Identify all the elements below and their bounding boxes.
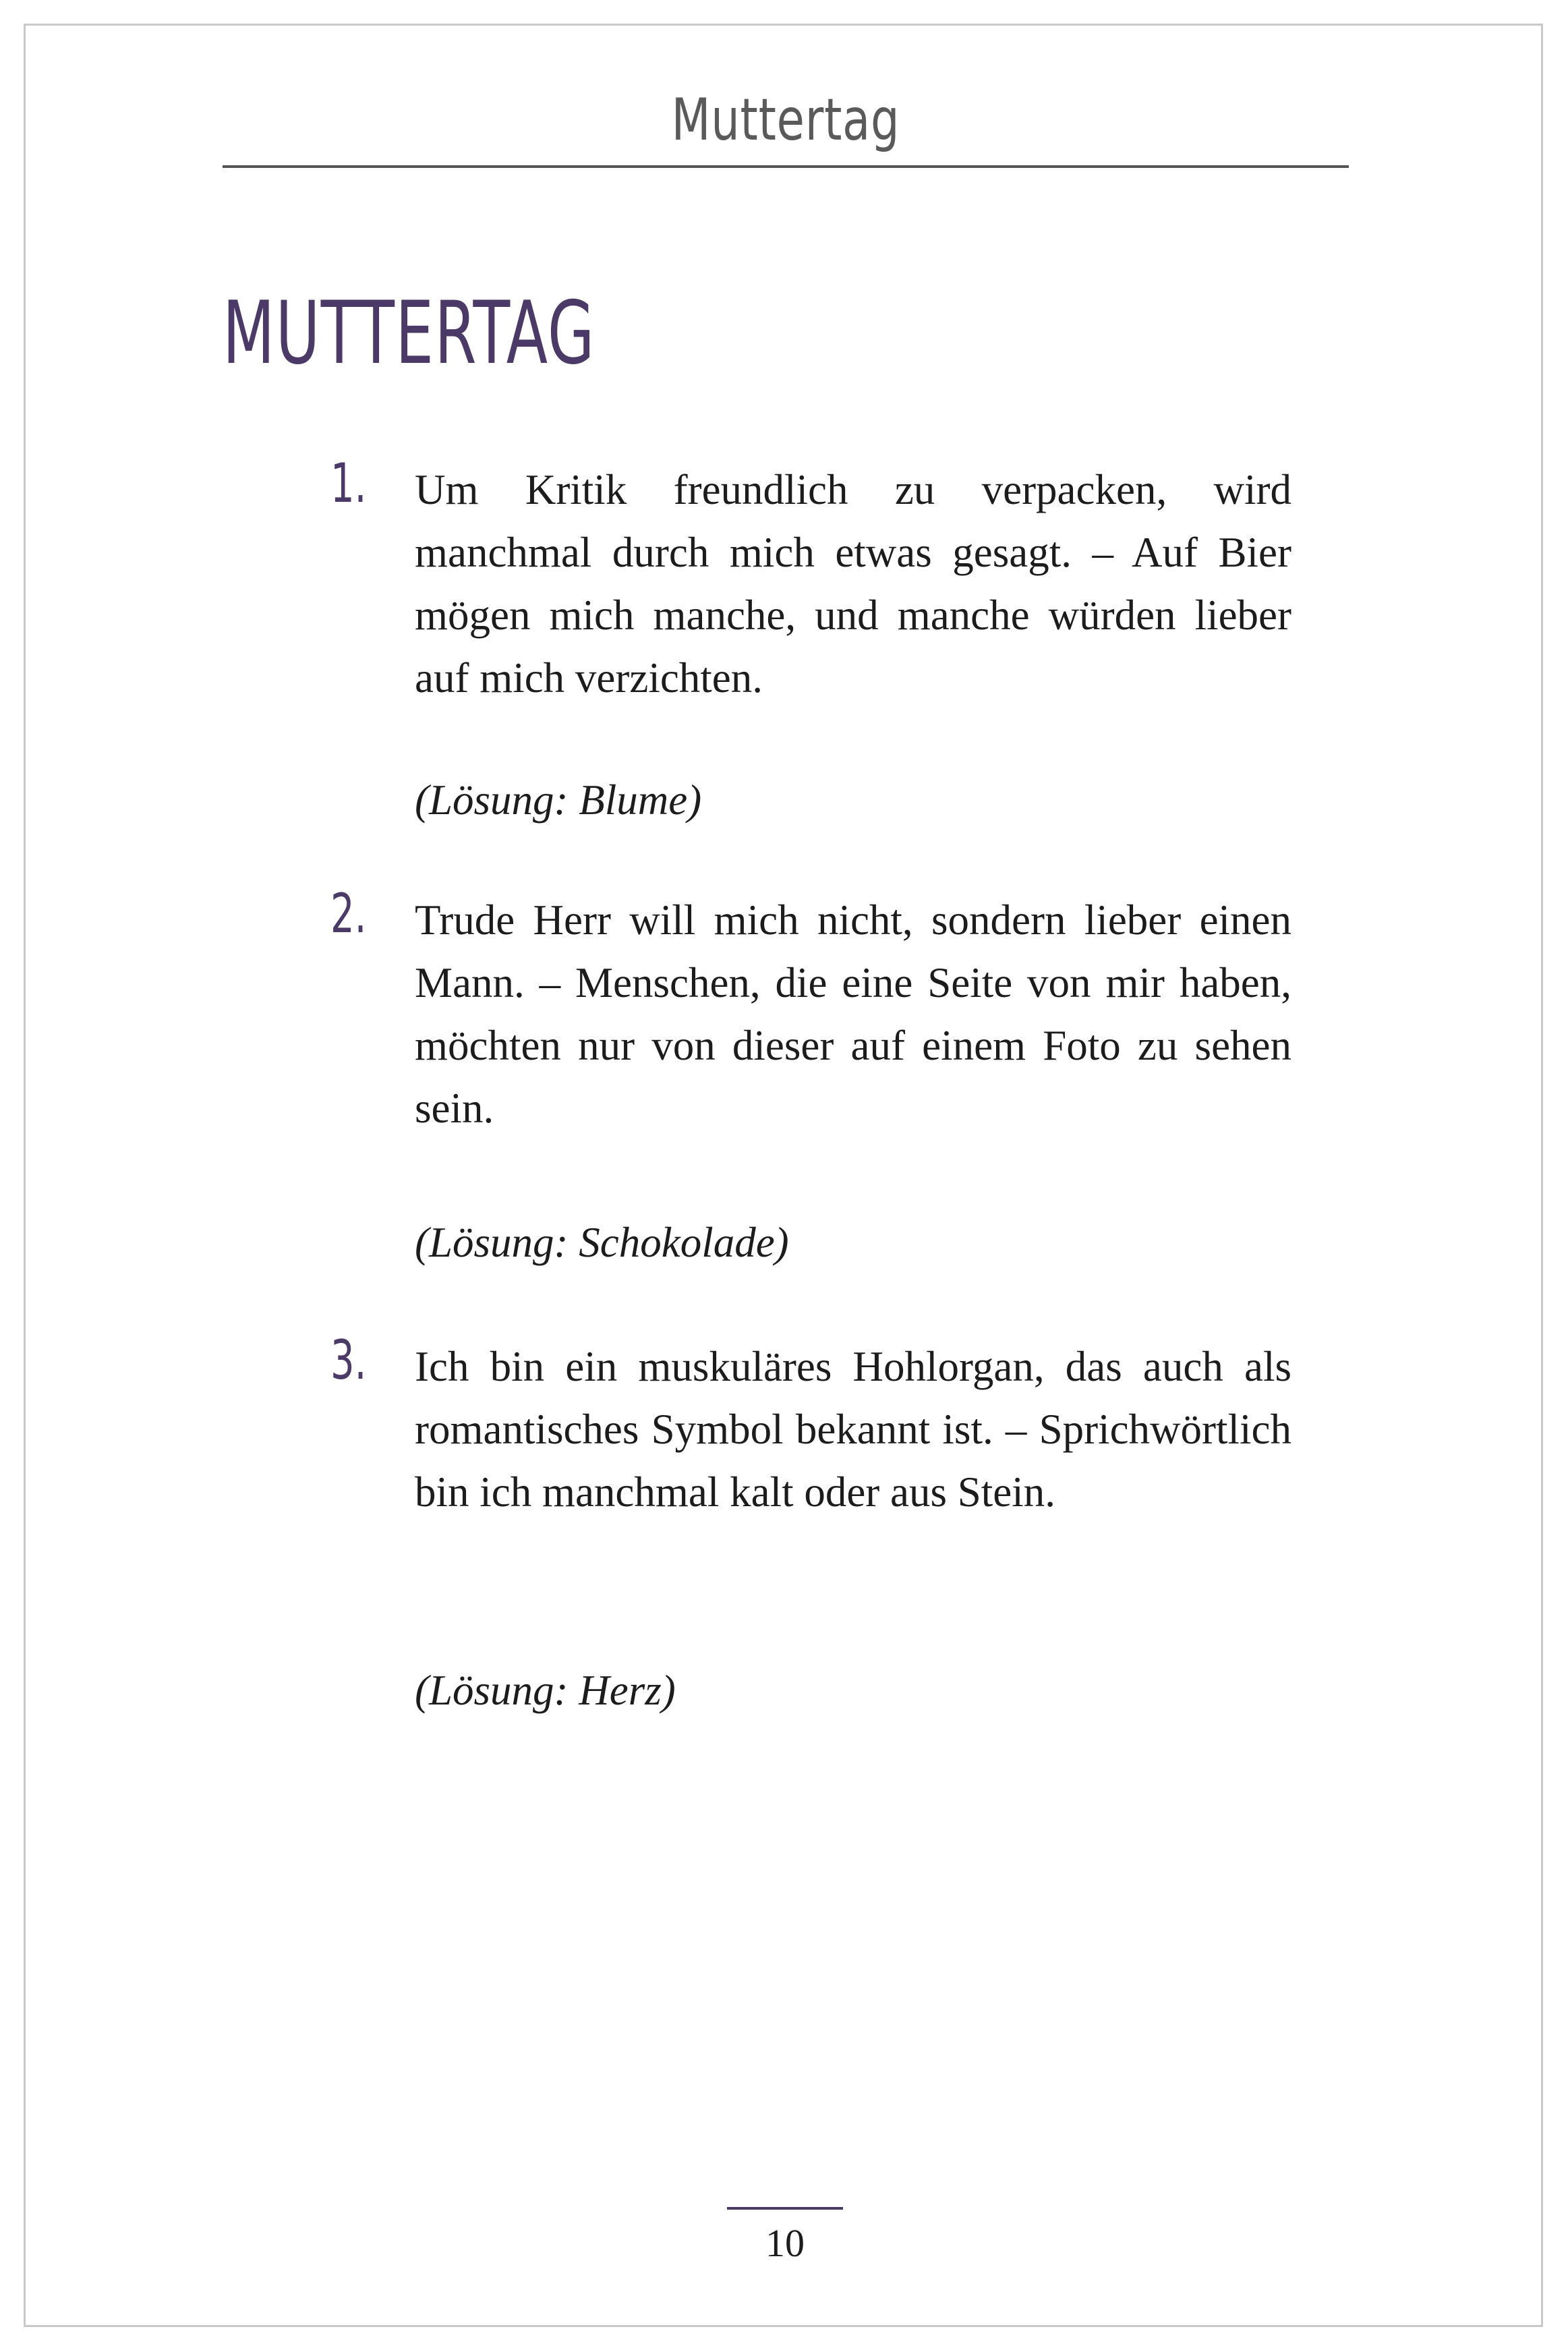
riddle-answer: (Lösung: Herz) xyxy=(415,1667,676,1714)
riddle-answer: (Lösung: Schokolade) xyxy=(415,1219,789,1266)
page-number-rule xyxy=(727,2207,843,2210)
page-number: 10 xyxy=(765,2221,805,2265)
riddle-text: Ich bin ein muskuläres Hohlorgan, das auch als romantisches Symbol bekannt ist. – Sprichwörtlich bin ich manchmal kalt oder aus Stein. xyxy=(415,1343,1291,1516)
riddle-answer: (Lösung: Blume) xyxy=(415,776,702,824)
header-rule xyxy=(223,165,1349,168)
chapter-title: MUTTERTAG xyxy=(223,283,596,384)
riddle-number: 1. xyxy=(330,452,367,515)
running-head: Muttertag xyxy=(671,86,900,154)
riddle-number: 2. xyxy=(330,882,367,945)
riddle-text: Um Kritik freundlich zu verpacken, wird manchmal durch mich etwas gesagt. – Auf Bier mögen mich manche, und manche würden lieber auf mich verzichten. xyxy=(415,466,1291,701)
riddle-number: 3. xyxy=(330,1329,367,1392)
riddle-text: Trude Herr will mich nicht, sondern lieber einen Mann. – Menschen, die eine Seite von mir haben, möchten nur von dieser auf einem Foto zu sehen sein. xyxy=(415,896,1291,1132)
